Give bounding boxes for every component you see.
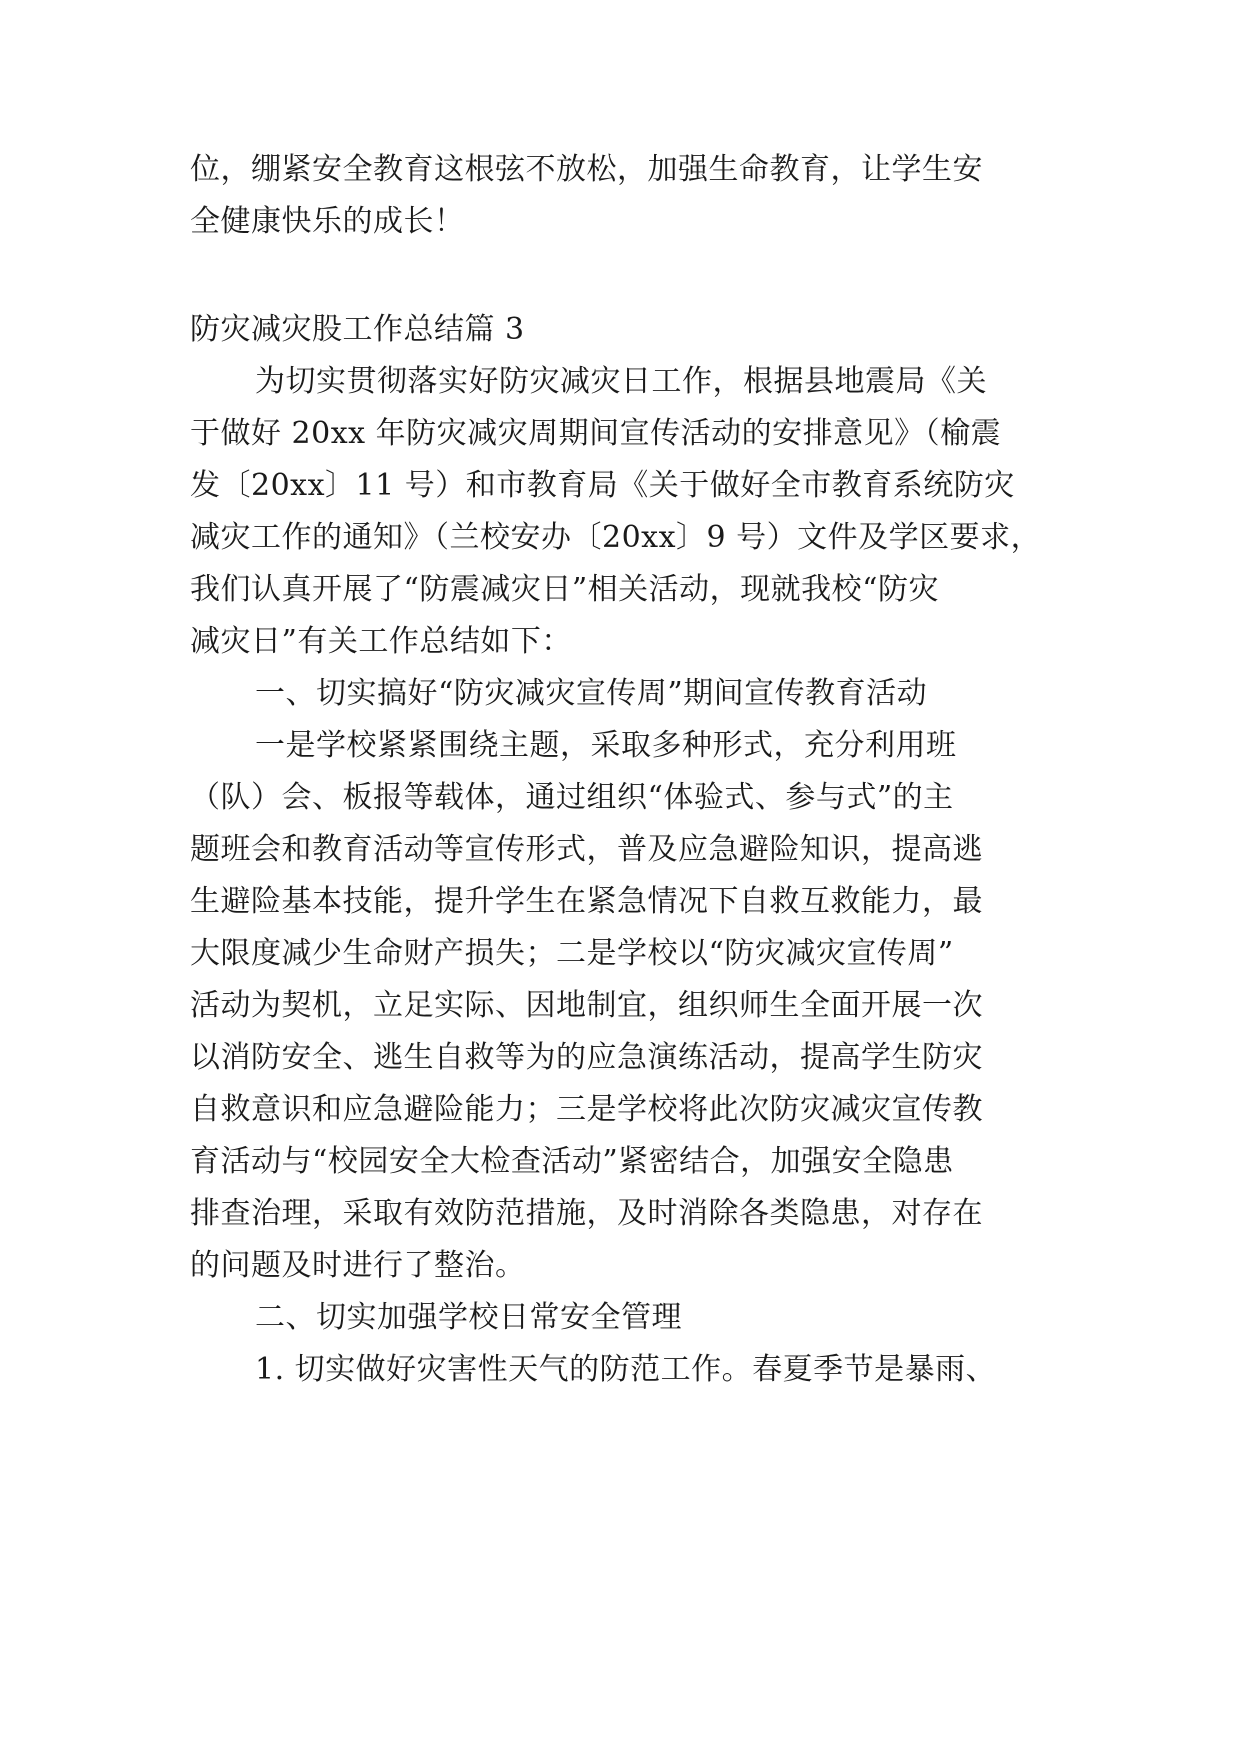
paragraph-line: 题班会和教育活动等宣传形式，普及应急避险知识，提高逃 <box>190 832 983 867</box>
paragraph-line: 生避险基本技能，提升学生在紧急情况下自救互救能力，最 <box>190 884 983 919</box>
paragraph-line: 1. 切实做好灾害性天气的防范工作。春夏季节是暴雨、 <box>255 1352 997 1387</box>
paragraph-line: 育活动与“校园安全大检查活动”紧密结合，加强安全隐患 <box>190 1144 954 1179</box>
paragraph-line: 排查治理，采取有效防范措施，及时消除各类隐患，对存在 <box>190 1196 983 1231</box>
paragraph-line: 于做好 20xx 年防灾减灾周期间宣传活动的安排意见》（榆震 <box>190 416 1002 451</box>
paragraph-line: 大限度减少生命财产损失；二是学校以“防灾减灾宣传周” <box>190 936 954 971</box>
paragraph-line: 减灾日”有关工作总结如下： <box>190 624 572 659</box>
subheading: 一、切实搞好“防灾减灾宣传周”期间宣传教育活动 <box>255 676 928 711</box>
paragraph-line: 自救意识和应急避险能力；三是学校将此次防灾减灾宣传教 <box>190 1092 983 1127</box>
paragraph-line: 发〔20xx〕11 号）和市教育局《关于做好全市教育系统防灾 <box>190 468 1015 503</box>
paragraph-line: 以消防安全、逃生自救等为的应急演练活动，提高学生防灾 <box>190 1040 983 1075</box>
paragraph-line: 减灾工作的通知》（兰校安办〔20xx〕9 号）文件及学区要求， <box>190 520 1042 555</box>
paragraph-line: 全健康快乐的成长！ <box>190 204 465 239</box>
subheading: 二、切实加强学校日常安全管理 <box>255 1300 682 1335</box>
section-title: 防灾减灾股工作总结篇 3 <box>190 312 525 347</box>
paragraph-line: 一是学校紧紧围绕主题，采取多种形式，充分利用班 <box>255 728 957 763</box>
paragraph-line: 为切实贯彻落实好防灾减灾日工作，根据县地震局《关 <box>255 364 987 399</box>
paragraph-line: 的问题及时进行了整治。 <box>190 1248 526 1283</box>
paragraph-line: 位，绷紧安全教育这根弦不放松，加强生命教育，让学生安 <box>190 152 983 187</box>
paragraph-line: （队）会、板报等载体，通过组织“体验式、参与式”的主 <box>190 780 954 815</box>
paragraph-line: 活动为契机，立足实际、因地制宜，组织师生全面开展一次 <box>190 988 983 1023</box>
paragraph-line: 我们认真开展了“防震减灾日”相关活动，现就我校“防灾 <box>190 572 940 607</box>
